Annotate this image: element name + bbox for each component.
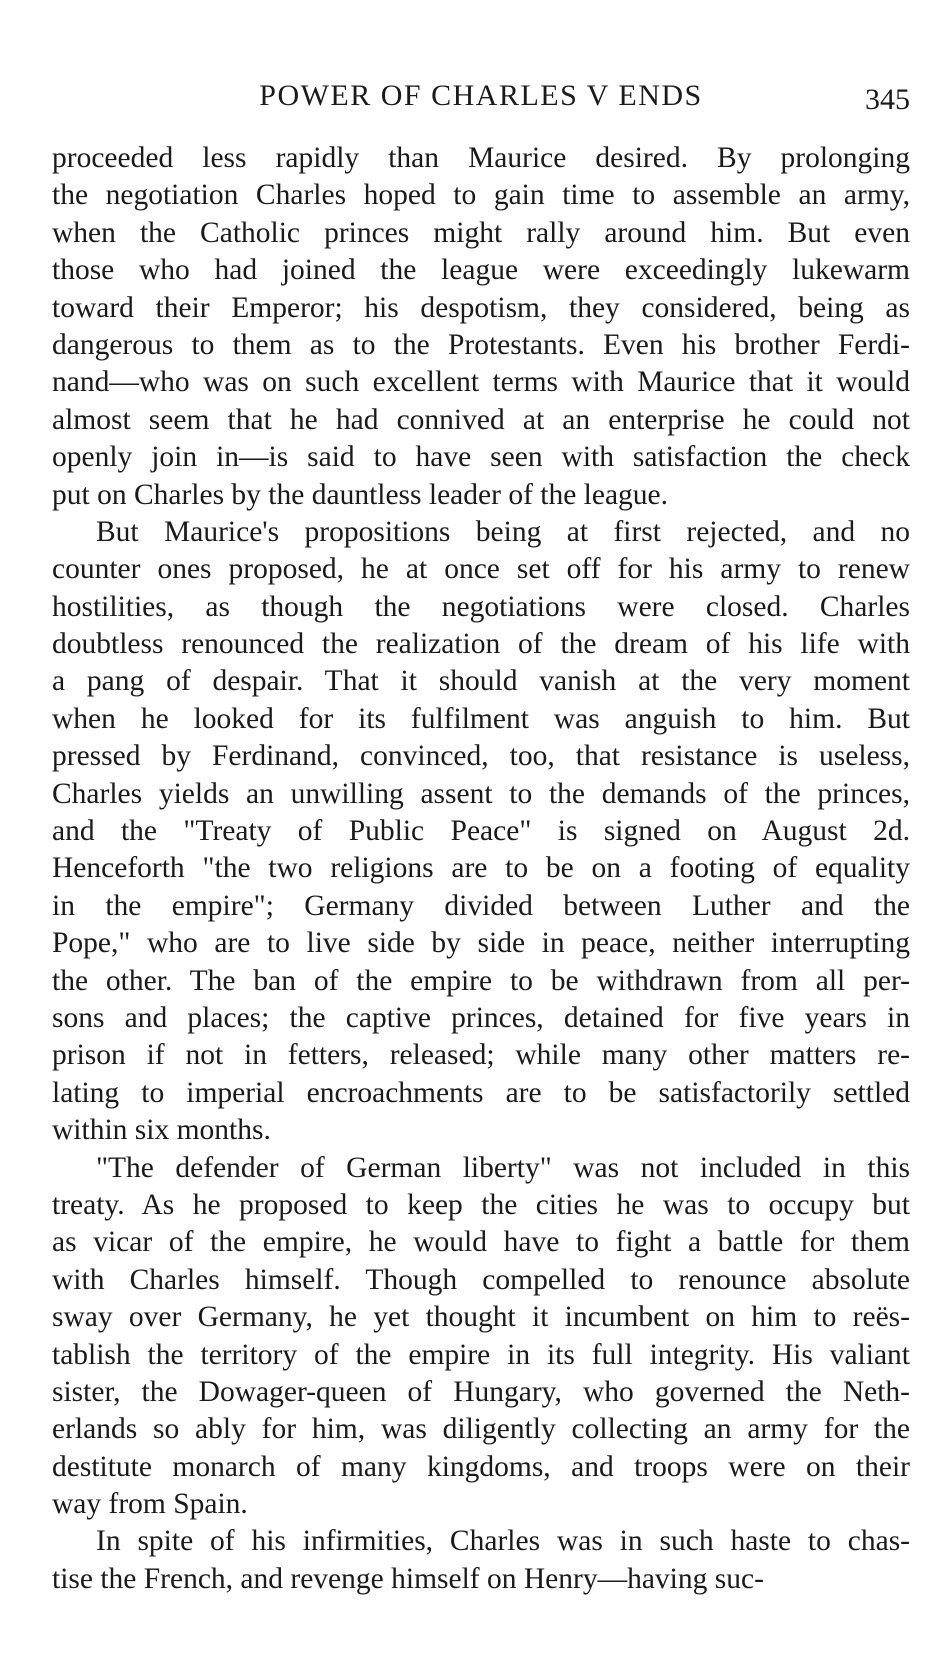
body-text	[52, 140, 910, 1598]
text-line: the other. The ban of the empire to be withdrawn from all per-	[52, 964, 910, 997]
running-head	[52, 76, 910, 116]
text-line: erlands so ably for him, was diligently collecting an army for the	[52, 1413, 910, 1446]
text-line: as vicar of the empire, he would have to fight a battle for them	[52, 1226, 910, 1259]
text-line: when he looked for its fulfilment was anguish to him. But	[52, 702, 910, 735]
text-line: Henceforth "the two religions are to be on a footing of equality	[52, 852, 910, 885]
text-line: toward their Emperor; his despotism, they considered, being as	[52, 291, 910, 324]
page-number: 345	[865, 83, 910, 116]
text-line: the negotiation Charles hoped to gain time to assemble an army,	[52, 179, 910, 212]
text-line: "The defender of German liberty" was not included in this	[96, 1151, 910, 1184]
text-line: pressed by Ferdinand, convinced, too, that resistance is useless,	[52, 740, 910, 773]
text-line: when the Catholic princes might rally around him. But even	[52, 216, 910, 249]
text-line: put on Charles by the dauntless leader of the league.	[52, 478, 669, 511]
text-line: But Maurice's propositions being at first rejected, and no	[96, 515, 910, 548]
text-line: a pang of despair. That it should vanish at the very moment	[52, 665, 910, 698]
text-line: proceeded less rapidly than Maurice desired. By prolonging	[52, 142, 910, 174]
text-line: openly join in—is said to have seen with satisfaction the check	[52, 441, 910, 474]
text-line: doubtless renounced the realization of the dream of his life with	[52, 628, 910, 661]
text-line: dangerous to them as to the Protestants. Even his brother Ferdi-	[52, 328, 910, 361]
page-title: POWER OF CHARLES V ENDS	[259, 79, 703, 112]
paragraph	[52, 1523, 910, 1598]
text-line: hostilities, as though the negotiations were closed. Charles	[52, 590, 910, 623]
text-line: those who had joined the league were exceedingly lukewarm	[52, 254, 910, 287]
text-line: with Charles himself. Though compelled to renounce absolute	[52, 1263, 910, 1296]
text-line: sons and places; the captive princes, detained for five years in	[52, 1001, 910, 1034]
text-line: sway over Germany, he yet thought it incumbent on him to reës-	[52, 1301, 910, 1334]
paragraph	[52, 1150, 910, 1524]
text-line: Charles yields an unwilling assent to the demands of the princes,	[52, 777, 910, 810]
text-line: sister, the Dowager-queen of Hungary, who governed the Neth-	[52, 1375, 910, 1408]
text-line: destitute monarch of many kingdoms, and troops were on their	[52, 1450, 910, 1483]
paragraph	[52, 140, 910, 514]
text-line: tise the French, and revenge himself on Henry—having suc-	[52, 1562, 764, 1595]
text-line: within six months.	[52, 1114, 271, 1147]
text-line: tablish the territory of the empire in its full integrity. His valiant	[52, 1338, 910, 1371]
text-line: counter ones proposed, he at once set off for his army to renew	[52, 553, 910, 586]
text-line: nand—who was on such excellent terms with Maurice that it would	[52, 366, 910, 399]
text-line: treaty. As he proposed to keep the cities he was to occupy but	[52, 1188, 910, 1221]
text-line: almost seem that he had connived at an enterprise he could not	[52, 403, 910, 436]
text-line: lating to imperial encroachments are to be satisfactorily settled	[52, 1076, 910, 1109]
paragraph	[52, 514, 910, 1150]
text-line: in the empire"; Germany divided between Luther and the	[52, 889, 910, 922]
text-line: In spite of his infirmities, Charles was in such haste to chas-	[96, 1525, 910, 1558]
text-line: and the "Treaty of Public Peace" is signed on August 2d.	[52, 815, 910, 848]
text-line: prison if not in fetters, released; while many other matters re-	[52, 1039, 910, 1072]
text-line: Pope," who are to live side by side in peace, neither interrupting	[52, 927, 910, 960]
text-line: way from Spain.	[52, 1488, 248, 1521]
